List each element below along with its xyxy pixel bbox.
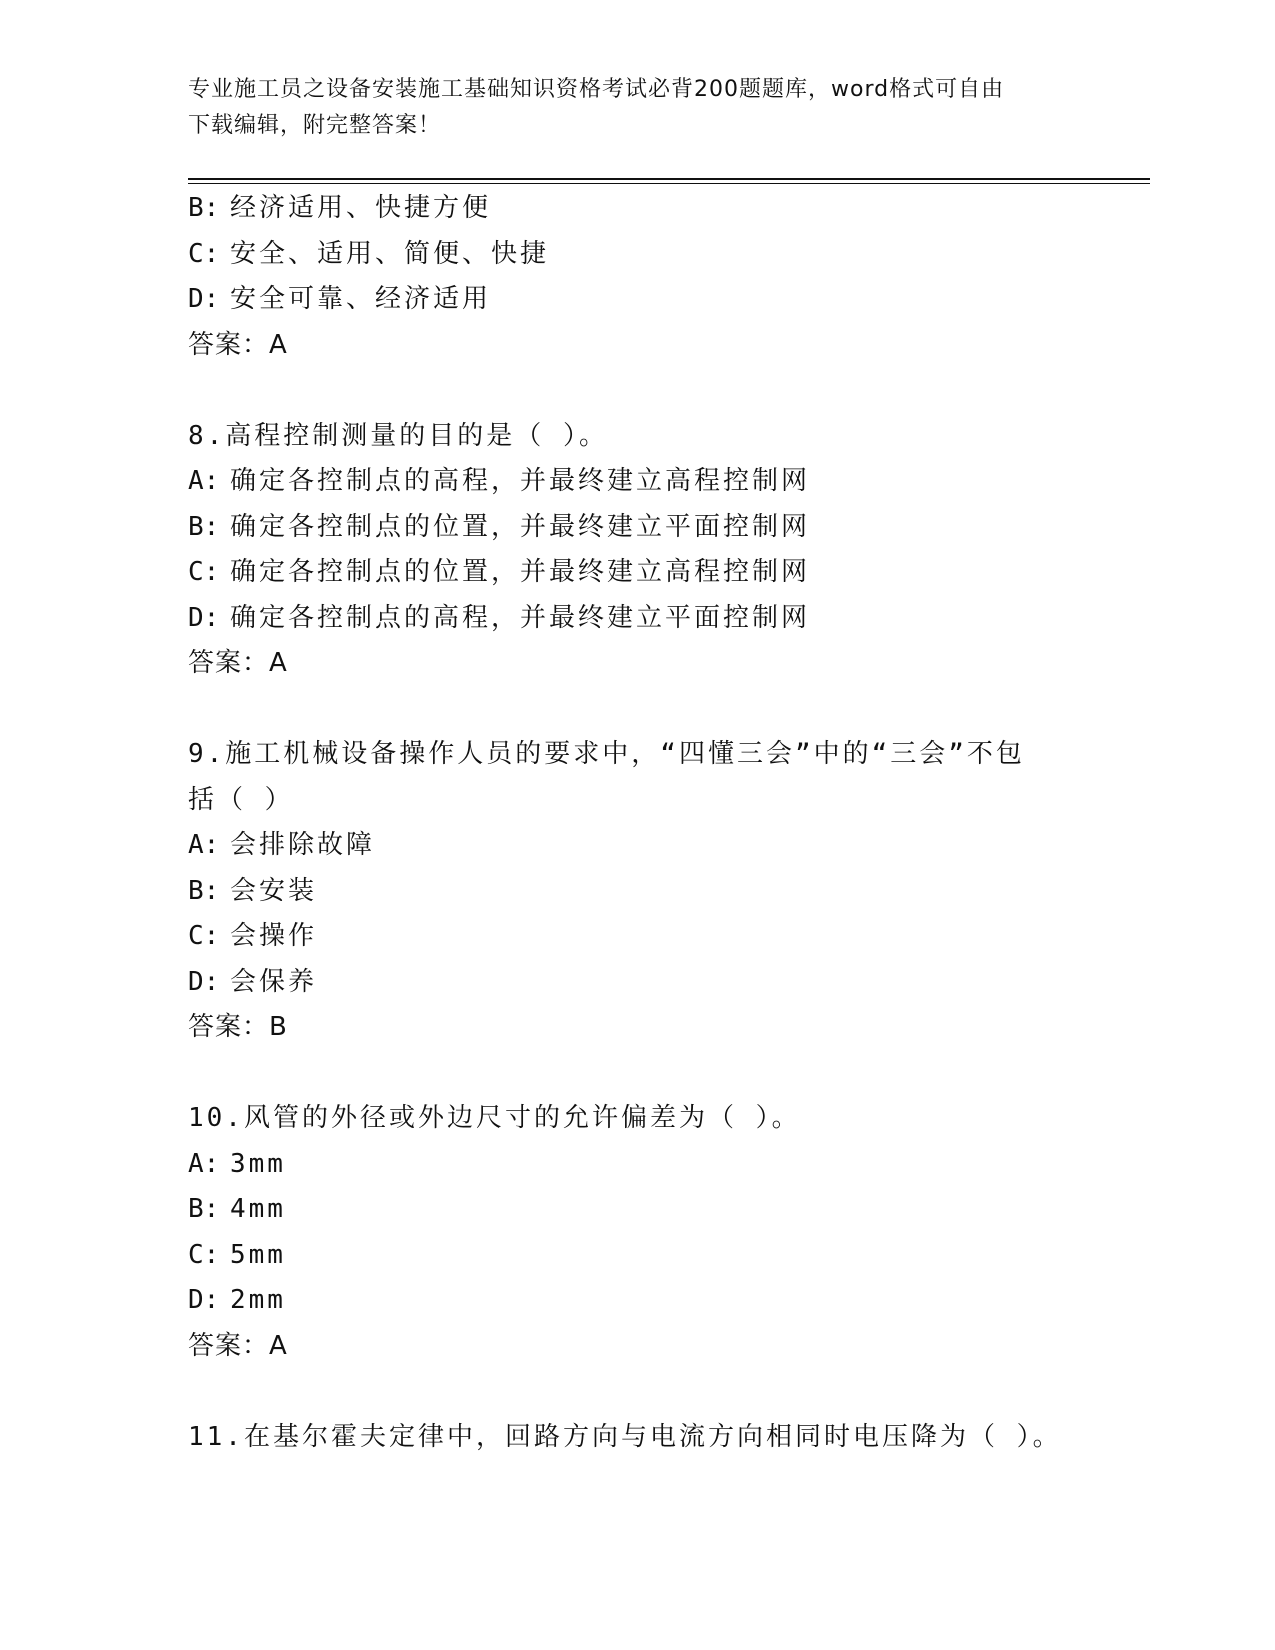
option-text: 4mm <box>230 1194 286 1224</box>
option-a <box>188 459 1088 505</box>
header-divider-thin <box>188 183 1150 184</box>
question-stem: 11.在基尔霍夫定律中，回路方向与电流方向相同时电压降为（ ）。 <box>188 1421 1062 1452</box>
question-list <box>188 186 1088 1460</box>
option-b <box>188 186 1088 232</box>
question-stem: 8.高程控制测量的目的是（ ）。 <box>188 420 608 451</box>
option-b <box>188 869 1088 915</box>
option-text: 会安装 <box>230 875 318 906</box>
question-stem: 10.风管的外径或外边尺寸的允许偏差为（ ）。 <box>188 1103 801 1133</box>
header-line-1: 专业施工员之设备安装施工基础知识资格考试必背200题题库，word格式可自由 <box>188 77 1005 102</box>
option-label: C: <box>188 921 220 951</box>
option-text: 会保养 <box>230 966 318 997</box>
question-10 <box>188 1096 1088 1369</box>
option-label: D: <box>188 602 220 633</box>
option-text: 5mm <box>230 1239 286 1270</box>
option-text: 安全、适用、简便、快捷 <box>230 238 550 269</box>
header-line-2: 下载编辑，附完整答案！ <box>188 113 442 138</box>
option-label: B: <box>188 193 220 223</box>
spacer <box>188 687 1088 733</box>
option-b <box>188 505 1088 551</box>
header-divider-thick <box>188 178 1150 180</box>
option-c <box>188 1233 1088 1279</box>
option-c <box>188 232 1088 278</box>
spacer <box>188 368 1088 414</box>
question-stem-line-2: 括（ ） <box>188 784 294 815</box>
option-a <box>188 823 1088 869</box>
option-d <box>188 1278 1088 1324</box>
question-7-tail <box>188 186 1088 368</box>
option-text: 确定各控制点的高程，并最终建立平面控制网 <box>230 602 811 633</box>
answer: 答案：A <box>188 648 288 678</box>
question-9 <box>188 732 1088 1051</box>
option-label: A: <box>188 466 220 496</box>
option-c <box>188 914 1088 960</box>
question-8 <box>188 414 1088 687</box>
option-b <box>188 1187 1088 1233</box>
option-text: 经济适用、快捷方便 <box>230 193 492 223</box>
option-label: D: <box>188 284 220 314</box>
option-label: A: <box>188 1148 220 1179</box>
answer: 答案：A <box>188 1330 288 1361</box>
option-text: 3mm <box>230 1148 286 1179</box>
option-label: B: <box>188 511 220 542</box>
option-d <box>188 277 1088 323</box>
question-stem-line-1: 9.施工机械设备操作人员的要求中，“四懂三会”中的“三会”不包 <box>188 739 1025 769</box>
option-text: 确定各控制点的位置，并最终建立高程控制网 <box>230 557 811 587</box>
option-text: 会排除故障 <box>230 830 376 860</box>
option-label: D: <box>188 1285 220 1315</box>
option-text: 确定各控制点的高程，并最终建立高程控制网 <box>230 466 811 496</box>
spacer <box>188 1369 1088 1415</box>
option-text: 2mm <box>230 1285 286 1315</box>
option-label: A: <box>188 830 220 860</box>
option-d <box>188 596 1088 642</box>
option-label: C: <box>188 238 220 269</box>
option-label: B: <box>188 1194 220 1224</box>
option-text: 会操作 <box>230 921 318 951</box>
option-label: D: <box>188 966 220 997</box>
option-text: 确定各控制点的位置，并最终建立平面控制网 <box>230 511 811 542</box>
spacer <box>188 1051 1088 1097</box>
option-label: C: <box>188 557 220 587</box>
answer: 答案：A <box>188 329 288 360</box>
option-c <box>188 550 1088 596</box>
question-11 <box>188 1415 1088 1461</box>
option-d <box>188 960 1088 1006</box>
option-label: C: <box>188 1239 220 1270</box>
answer: 答案：B <box>188 1012 288 1042</box>
option-text: 安全可靠、经济适用 <box>230 284 492 314</box>
option-a <box>188 1142 1088 1188</box>
option-label: B: <box>188 875 220 906</box>
document-header <box>188 72 1068 144</box>
